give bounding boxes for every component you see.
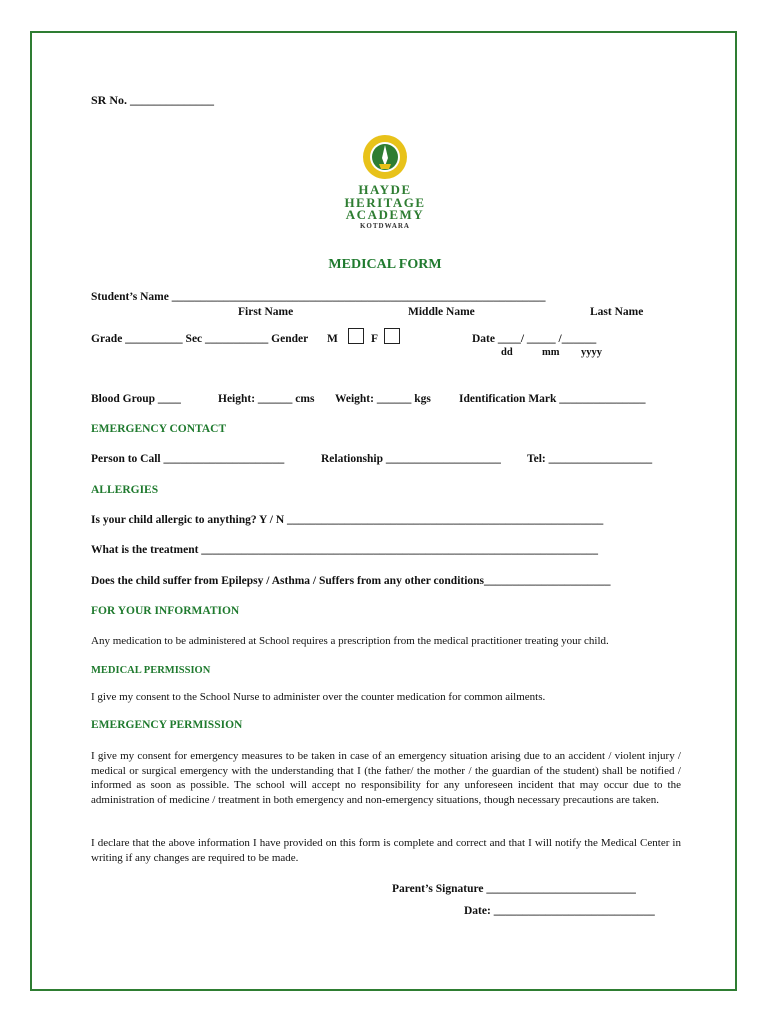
conditions-field[interactable]: Does the child suffer from Epilepsy / Asthma / Suffers from any other conditions______________________ [91, 575, 611, 587]
seal-icon [362, 134, 408, 180]
parent-signature-field[interactable]: Parent’s Signature __________________________ [392, 883, 636, 895]
medical-permission-text: I give my consent to the School Nurse to administer over the counter medication for common ailments. [91, 691, 546, 703]
height-field[interactable]: Height: ______ cms [218, 393, 315, 405]
form-title: MEDICAL FORM [328, 257, 442, 272]
declaration-text: I declare that the above information I have provided on this form is complete and correct and that I will notify the Medical Center in writing if any changes are required to be made. [91, 837, 681, 864]
weight-field[interactable]: Weight: ______ kgs [335, 393, 431, 405]
gender-f-label: F [371, 333, 379, 345]
gender-f-checkbox[interactable] [384, 328, 400, 344]
treatment-field[interactable]: What is the treatment _____________________________________________________________________ [91, 544, 599, 556]
school-name-line3: ACADEMY [345, 207, 425, 222]
school-location: KOTDWARA [359, 222, 410, 230]
date-field[interactable]: Date ____/ _____ /______ [472, 333, 597, 345]
date-mm-label: mm [542, 347, 560, 358]
identification-mark-field[interactable]: Identification Mark _______________ [459, 393, 646, 405]
school-name-line1: HAYDE [358, 182, 412, 197]
date-dd-label: dd [501, 347, 513, 358]
medical-permission-heading: MEDICAL PERMISSION [91, 665, 211, 676]
tel-field[interactable]: Tel: __________________ [527, 453, 653, 465]
allergies-heading: ALLERGIES [91, 484, 159, 496]
date-yyyy-label: yyyy [581, 347, 602, 358]
emergency-permission-heading: EMERGENCY PERMISSION [91, 719, 243, 731]
gender-m-checkbox[interactable] [348, 328, 364, 344]
middle-name-label: Middle Name [408, 306, 475, 318]
grade-sec-field[interactable]: Grade __________ Sec ___________ Gender [91, 333, 309, 345]
emergency-contact-heading: EMERGENCY CONTACT [91, 423, 227, 435]
signature-date-field[interactable]: Date: ____________________________ [464, 905, 655, 917]
person-to-call-field[interactable]: Person to Call _____________________ [91, 453, 285, 465]
student-name-field[interactable]: Student’s Name _________________________________________________________________ [91, 291, 546, 303]
info-text: Any medication to be administered at School requires a prescription from the medical practitioner treating your child. [91, 635, 609, 647]
school-name-line2: HERITAGE [344, 195, 426, 210]
allergy-question-field[interactable]: Is your child allergic to anything? Y / N _______________________________________________________ [91, 514, 604, 526]
blood-group-field[interactable]: Blood Group ____ [91, 393, 181, 405]
relationship-field[interactable]: Relationship ____________________ [321, 453, 501, 465]
sr-number: SR No. ______________ [91, 93, 215, 107]
info-heading: FOR YOUR INFORMATION [91, 605, 240, 617]
gender-m-label: M [327, 333, 338, 345]
first-name-label: First Name [238, 306, 294, 318]
school-logo [362, 134, 408, 180]
last-name-label: Last Name [590, 306, 644, 318]
emergency-permission-text: I give my consent for emergency measures to be taken in case of an emergency situation arising due to an accident / violent injury / medical or surgical emergency with the understanding that I (the father/ the mother / the guardian of the student) shall be notified / informed as soon as possible. The school will accept no responsibility for any unforeseen incident that may occur due to the administration of medicine / treatment in both emergency and non-emergency situations, though necessary precautions are taken. [91, 750, 681, 806]
